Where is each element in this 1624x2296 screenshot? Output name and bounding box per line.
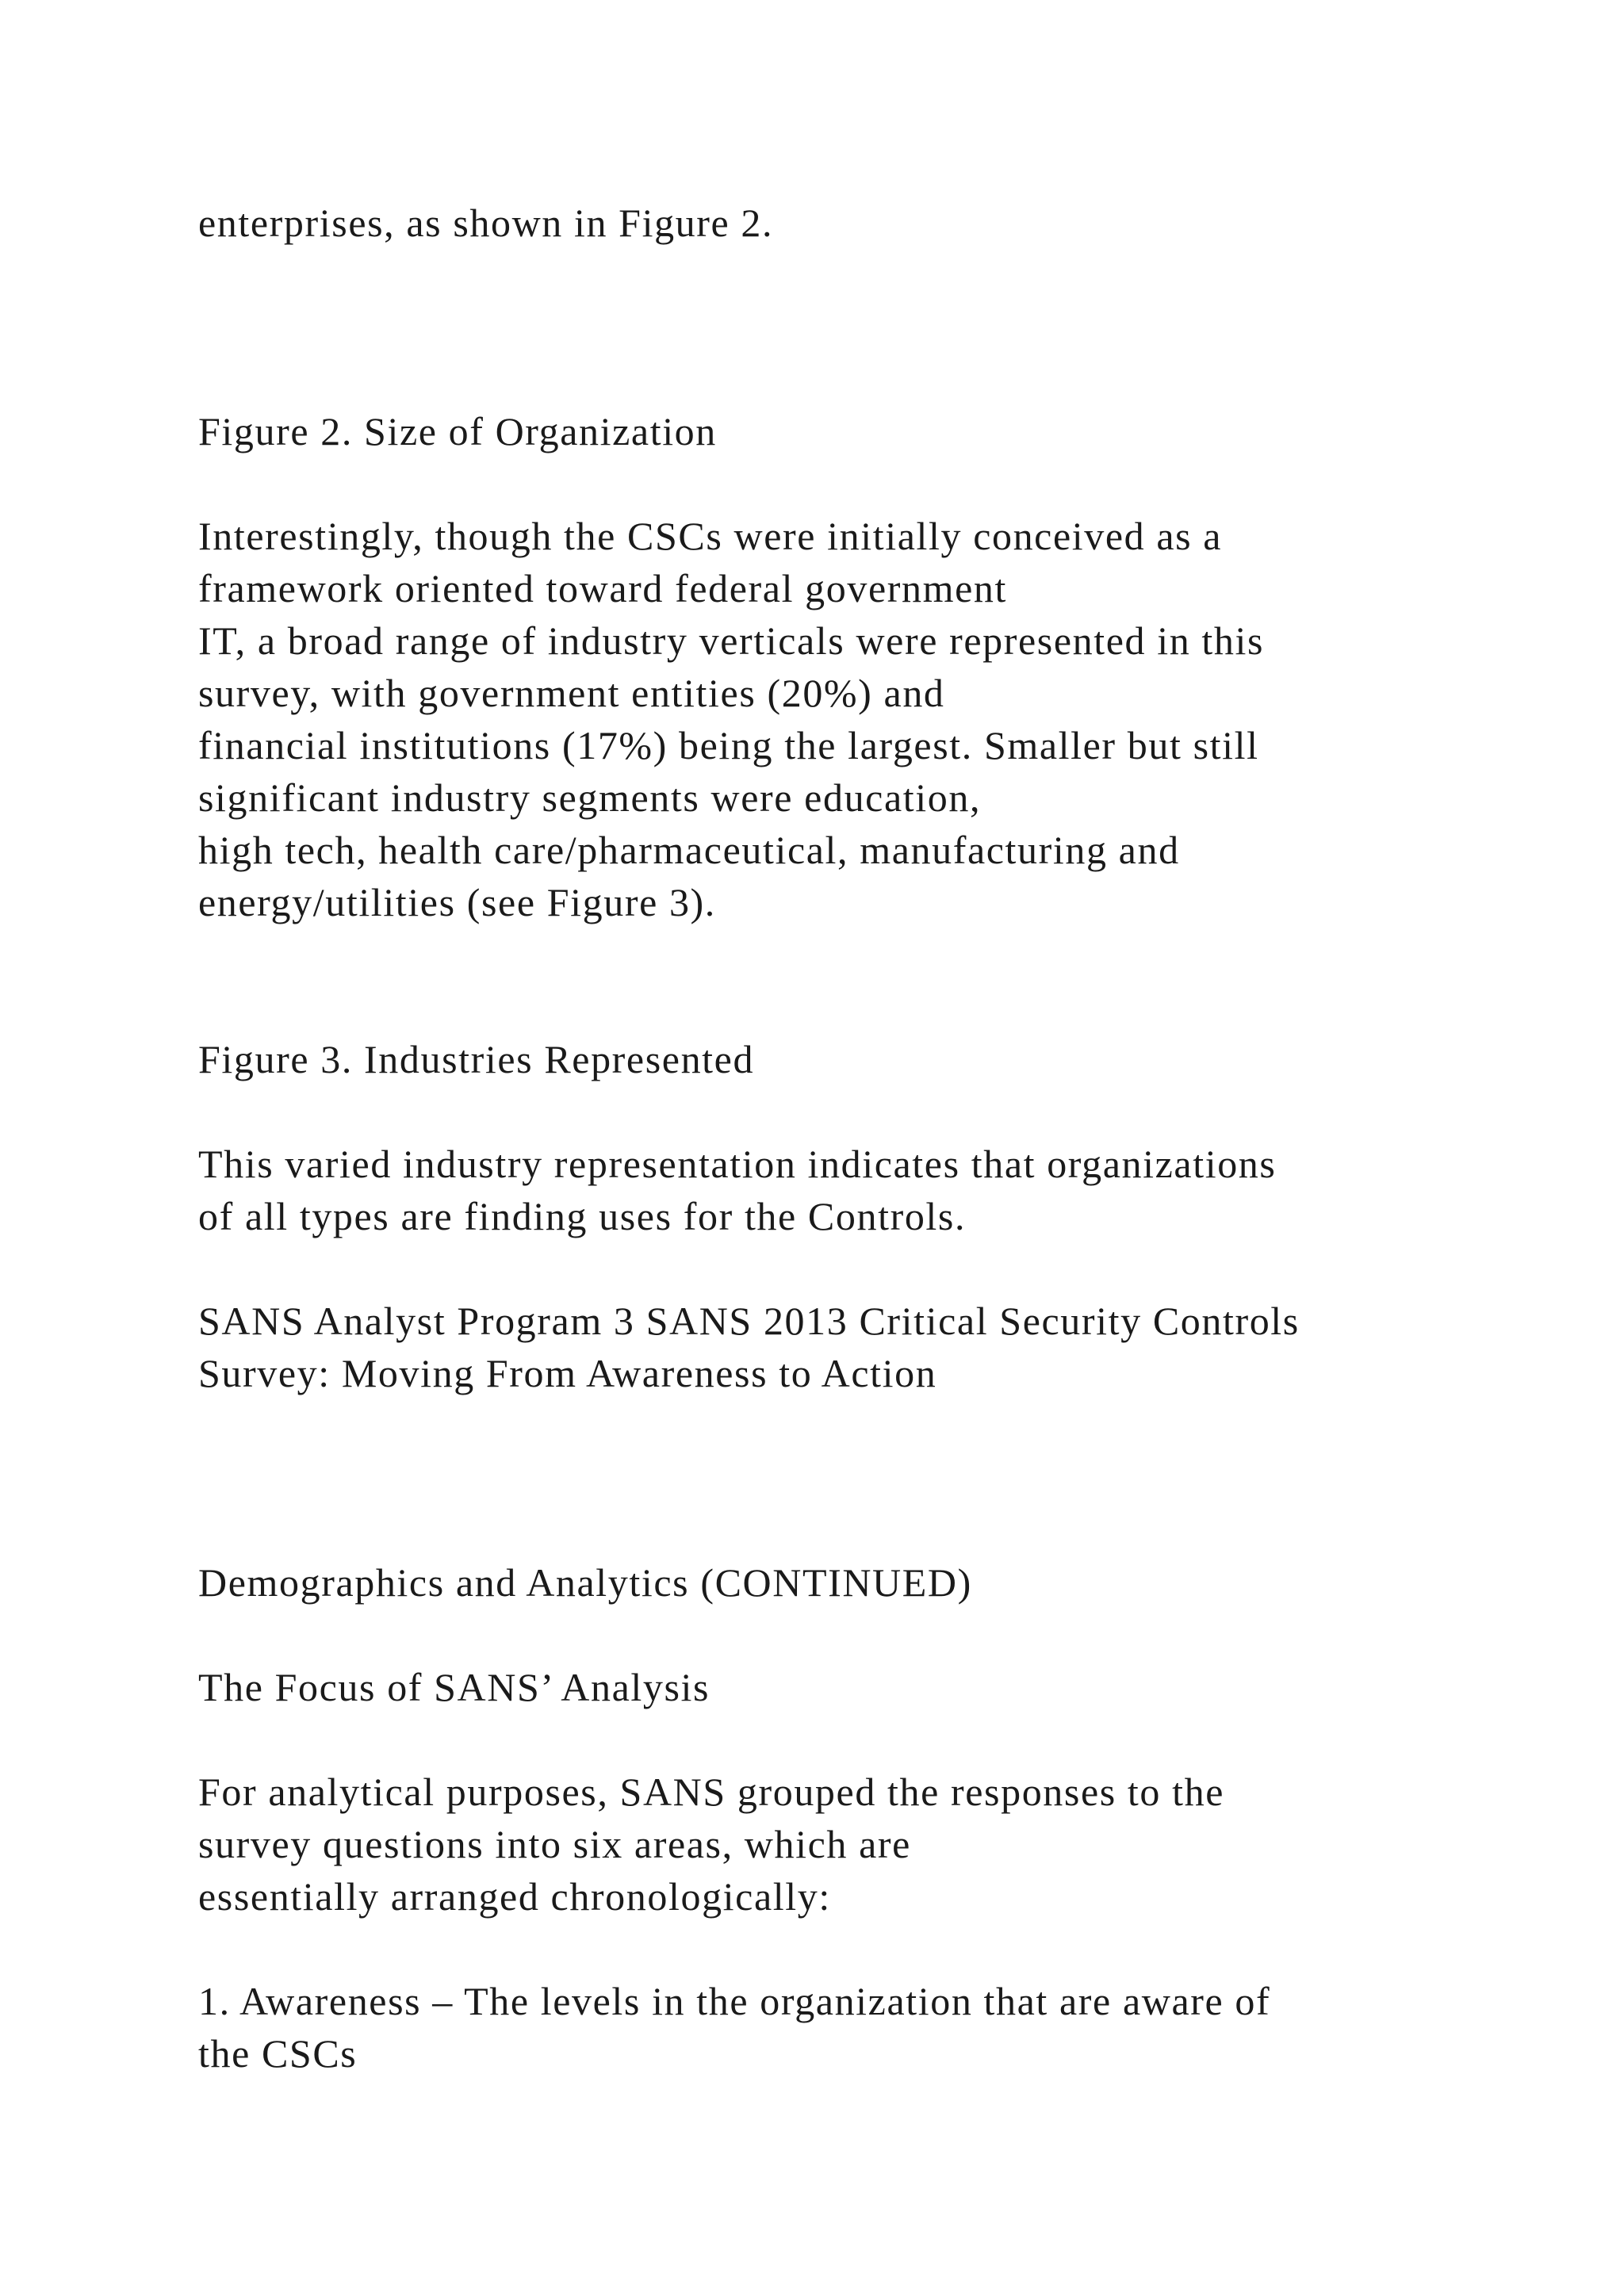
list-item-awareness-line-2: the CSCs <box>198 2031 358 2076</box>
figure-3-caption: Figure 3. Industries Represented <box>198 1037 755 1081</box>
paragraph-industries-line-1: Interestingly, though the CSCs were initially conceived as a <box>198 514 1223 558</box>
paragraph-representation-line-1: This varied industry representation indicates that organizations <box>198 1142 1277 1186</box>
paragraph-industries-line-2: framework oriented toward federal government <box>198 566 1007 610</box>
paragraph-industries-line-5: financial institutions (17%) being the largest. Smaller but still <box>198 723 1259 767</box>
footer-line-1: SANS Analyst Program 3 SANS 2013 Critical Security Controls <box>198 1299 1300 1343</box>
paragraph-industries-line-8: energy/utilities (see Figure 3). <box>198 880 716 924</box>
paragraph-analysis-line-2: survey questions into six areas, which are <box>198 1822 911 1866</box>
paragraph-analysis-line-3: essentially arranged chronologically: <box>198 1874 831 1919</box>
section-heading: Demographics and Analytics (CONTINUED) <box>198 1560 972 1605</box>
paragraph-analysis-line-1: For analytical purposes, SANS grouped the responses to the <box>198 1770 1224 1814</box>
footer-line-2: Survey: Moving From Awareness to Action <box>198 1351 937 1395</box>
list-item-awareness-line-1: 1. Awareness – The levels in the organization that are aware of <box>198 1979 1271 2023</box>
text-line-intro: enterprises, as shown in Figure 2. <box>198 201 774 245</box>
paragraph-industries-line-7: high tech, health care/pharmaceutical, manufacturing and <box>198 828 1180 872</box>
paragraph-industries-line-4: survey, with government entities (20%) and <box>198 671 945 715</box>
subsection-heading: The Focus of SANS’ Analysis <box>198 1665 710 1709</box>
paragraph-representation-line-2: of all types are finding uses for the Controls. <box>198 1194 967 1238</box>
paragraph-industries-line-6: significant industry segments were education, <box>198 775 982 820</box>
figure-2-caption: Figure 2. Size of Organization <box>198 409 717 453</box>
paragraph-industries-line-3: IT, a broad range of industry verticals were represented in this <box>198 618 1265 663</box>
